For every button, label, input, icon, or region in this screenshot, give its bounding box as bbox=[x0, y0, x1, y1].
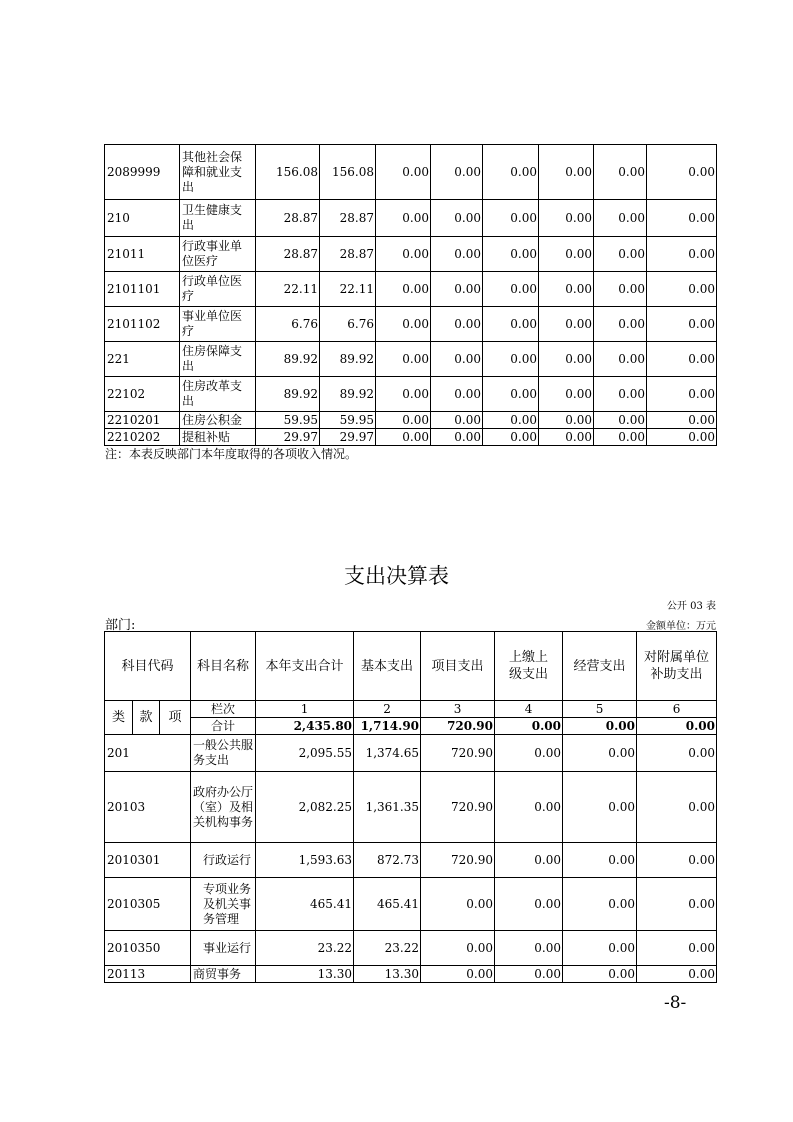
col-number: 3 bbox=[421, 701, 495, 718]
header-row bbox=[105, 632, 717, 701]
amount-cell: 59.95 bbox=[320, 412, 376, 429]
amount-cell: 720.90 bbox=[421, 772, 495, 843]
amount-cell: 1,593.63 bbox=[256, 843, 354, 878]
amount-cell: 0.00 bbox=[376, 377, 431, 412]
department-label: 部门: bbox=[105, 618, 136, 633]
amount-cell: 0.00 bbox=[483, 200, 539, 237]
amount-cell: 0.00 bbox=[431, 200, 483, 237]
amount-cell: 6.76 bbox=[256, 307, 320, 342]
subject-code: 201 bbox=[105, 735, 191, 772]
subject-code: 21011 bbox=[105, 237, 180, 272]
header-name: 科目名称 bbox=[191, 632, 256, 701]
amount-cell: 0.00 bbox=[647, 377, 717, 412]
amount-cell: 0.00 bbox=[483, 412, 539, 429]
amount-cell: 0.00 bbox=[563, 735, 637, 772]
subject-name: 行政运行 bbox=[191, 843, 256, 878]
amount-cell: 0.00 bbox=[483, 377, 539, 412]
subject-code: 2210201 bbox=[105, 412, 180, 429]
header-xiang: 项 bbox=[160, 701, 191, 735]
col-number: 4 bbox=[495, 701, 563, 718]
amount-cell: 0.00 bbox=[594, 377, 647, 412]
subject-code: 2010301 bbox=[105, 843, 191, 878]
column-number-row bbox=[105, 701, 717, 718]
amount-cell: 23.22 bbox=[354, 931, 421, 966]
amount-cell: 0.00 bbox=[637, 843, 717, 878]
amount-cell: 1,361.35 bbox=[354, 772, 421, 843]
amount-cell: 0.00 bbox=[539, 342, 594, 377]
subject-name: 提租补贴 bbox=[180, 429, 256, 446]
table-row bbox=[105, 342, 717, 377]
amount-cell: 0.00 bbox=[637, 878, 717, 931]
amount-cell: 0.00 bbox=[594, 237, 647, 272]
amount-cell: 0.00 bbox=[637, 931, 717, 966]
amount-cell: 0.00 bbox=[431, 145, 483, 200]
header-total: 本年支出合计 bbox=[256, 632, 354, 701]
table-number: 公开 03 表 bbox=[666, 601, 716, 612]
subject-code: 2101102 bbox=[105, 307, 180, 342]
amount-cell: 872.73 bbox=[354, 843, 421, 878]
header-code: 科目代码 bbox=[105, 632, 191, 701]
amount-cell: 0.00 bbox=[647, 237, 717, 272]
amount-cell: 0.00 bbox=[539, 237, 594, 272]
amount-cell: 0.00 bbox=[594, 412, 647, 429]
amount-cell: 28.87 bbox=[256, 200, 320, 237]
total-value: 0.00 bbox=[563, 718, 637, 735]
amount-cell: 0.00 bbox=[376, 342, 431, 377]
subject-name: 事业运行 bbox=[191, 931, 256, 966]
subject-name: 行政事业单位医疗 bbox=[180, 237, 256, 272]
amount-cell: 0.00 bbox=[431, 342, 483, 377]
header-kuan: 款 bbox=[133, 701, 160, 735]
amount-cell: 0.00 bbox=[483, 342, 539, 377]
amount-cell: 0.00 bbox=[647, 145, 717, 200]
subject-name: 行政单位医疗 bbox=[180, 272, 256, 307]
table-row bbox=[105, 878, 717, 931]
table-row bbox=[105, 307, 717, 342]
total-value: 1,714.90 bbox=[354, 718, 421, 735]
header-subsidiary: 对附属单位补助支出 bbox=[637, 632, 717, 701]
amount-cell: 0.00 bbox=[495, 735, 563, 772]
header-lanci: 栏次 bbox=[191, 701, 256, 718]
subject-name: 住房公积金 bbox=[180, 412, 256, 429]
amount-cell: 0.00 bbox=[376, 145, 431, 200]
amount-cell: 0.00 bbox=[495, 931, 563, 966]
page-number: -8- bbox=[664, 993, 687, 1013]
amount-cell: 0.00 bbox=[431, 429, 483, 446]
amount-cell: 23.22 bbox=[256, 931, 354, 966]
subject-name: 住房保障支出 bbox=[180, 342, 256, 377]
amount-cell: 0.00 bbox=[431, 377, 483, 412]
amount-cell: 28.87 bbox=[256, 237, 320, 272]
amount-cell: 89.92 bbox=[256, 342, 320, 377]
amount-cell: 0.00 bbox=[539, 307, 594, 342]
header-basic: 基本支出 bbox=[354, 632, 421, 701]
amount-cell: 13.30 bbox=[354, 966, 421, 983]
amount-cell: 0.00 bbox=[431, 412, 483, 429]
amount-cell: 0.00 bbox=[647, 272, 717, 307]
table-row bbox=[105, 843, 717, 878]
amount-cell: 0.00 bbox=[594, 429, 647, 446]
amount-cell: 0.00 bbox=[647, 200, 717, 237]
amount-cell: 6.76 bbox=[320, 307, 376, 342]
amount-cell: 0.00 bbox=[483, 429, 539, 446]
table-row bbox=[105, 237, 717, 272]
amount-cell: 0.00 bbox=[483, 307, 539, 342]
amount-cell: 89.92 bbox=[320, 342, 376, 377]
header-upper: 上缴上级支出 bbox=[495, 632, 563, 701]
table-row bbox=[105, 412, 717, 429]
amount-cell: 29.97 bbox=[256, 429, 320, 446]
amount-cell: 0.00 bbox=[483, 237, 539, 272]
amount-cell: 0.00 bbox=[539, 200, 594, 237]
amount-cell: 22.11 bbox=[256, 272, 320, 307]
amount-cell: 59.95 bbox=[256, 412, 320, 429]
subject-code: 2010350 bbox=[105, 931, 191, 966]
subject-code: 20113 bbox=[105, 966, 191, 983]
amount-cell: 0.00 bbox=[431, 237, 483, 272]
subject-name: 一般公共服务支出 bbox=[191, 735, 256, 772]
amount-cell: 0.00 bbox=[539, 272, 594, 307]
subject-code: 2101101 bbox=[105, 272, 180, 307]
header-business: 经营支出 bbox=[563, 632, 637, 701]
amount-cell: 2,082.25 bbox=[256, 772, 354, 843]
amount-cell: 0.00 bbox=[647, 429, 717, 446]
subject-code: 22102 bbox=[105, 377, 180, 412]
amount-cell: 156.08 bbox=[256, 145, 320, 200]
col-number: 1 bbox=[256, 701, 354, 718]
amount-cell: 0.00 bbox=[539, 145, 594, 200]
table-row bbox=[105, 145, 717, 200]
amount-cell: 0.00 bbox=[563, 843, 637, 878]
subject-name: 专项业务及机关事务管理 bbox=[191, 878, 256, 931]
total-label: 合计 bbox=[191, 718, 256, 735]
amount-cell: 0.00 bbox=[539, 429, 594, 446]
col-number: 6 bbox=[637, 701, 717, 718]
income-table-continued bbox=[104, 144, 717, 446]
header-lei: 类 bbox=[105, 701, 133, 735]
total-row bbox=[105, 718, 717, 735]
amount-cell: 0.00 bbox=[495, 843, 563, 878]
amount-cell: 465.41 bbox=[354, 878, 421, 931]
amount-cell: 0.00 bbox=[376, 412, 431, 429]
amount-cell: 0.00 bbox=[495, 878, 563, 931]
subject-name: 住房改革支出 bbox=[180, 377, 256, 412]
amount-cell: 28.87 bbox=[320, 200, 376, 237]
amount-cell: 0.00 bbox=[647, 342, 717, 377]
amount-cell: 0.00 bbox=[647, 412, 717, 429]
table-note: 注：本表反映部门本年度取得的各项收入情况。 bbox=[105, 447, 358, 461]
amount-cell: 0.00 bbox=[594, 272, 647, 307]
amount-cell: 0.00 bbox=[376, 237, 431, 272]
total-value: 0.00 bbox=[495, 718, 563, 735]
subject-code: 2089999 bbox=[105, 145, 180, 200]
amount-cell: 0.00 bbox=[376, 429, 431, 446]
page-title: 支出决算表 bbox=[344, 564, 449, 588]
amount-cell: 0.00 bbox=[563, 931, 637, 966]
subject-code: 20103 bbox=[105, 772, 191, 843]
expenditure-table bbox=[104, 631, 717, 983]
subject-code: 221 bbox=[105, 342, 180, 377]
table-row bbox=[105, 931, 717, 966]
table-row bbox=[105, 429, 717, 446]
amount-cell: 22.11 bbox=[320, 272, 376, 307]
subject-code: 2010305 bbox=[105, 878, 191, 931]
amount-cell: 0.00 bbox=[563, 772, 637, 843]
amount-cell: 0.00 bbox=[495, 966, 563, 983]
total-value: 720.90 bbox=[421, 718, 495, 735]
amount-cell: 0.00 bbox=[539, 377, 594, 412]
table-row bbox=[105, 735, 717, 772]
amount-cell: 0.00 bbox=[421, 931, 495, 966]
amount-cell: 0.00 bbox=[483, 145, 539, 200]
amount-cell: 0.00 bbox=[647, 307, 717, 342]
amount-cell: 0.00 bbox=[637, 772, 717, 843]
subject-name: 商贸事务 bbox=[191, 966, 256, 983]
table-row bbox=[105, 966, 717, 983]
amount-cell: 29.97 bbox=[320, 429, 376, 446]
amount-cell: 89.92 bbox=[256, 377, 320, 412]
table-row bbox=[105, 200, 717, 237]
amount-cell: 0.00 bbox=[637, 735, 717, 772]
total-value: 2,435.80 bbox=[256, 718, 354, 735]
table-row bbox=[105, 272, 717, 307]
col-number: 2 bbox=[354, 701, 421, 718]
amount-cell: 0.00 bbox=[563, 878, 637, 931]
amount-cell: 0.00 bbox=[483, 272, 539, 307]
table-row bbox=[105, 377, 717, 412]
amount-cell: 465.41 bbox=[256, 878, 354, 931]
amount-cell: 28.87 bbox=[320, 237, 376, 272]
amount-cell: 0.00 bbox=[594, 342, 647, 377]
amount-cell: 720.90 bbox=[421, 843, 495, 878]
amount-cell: 0.00 bbox=[376, 307, 431, 342]
amount-cell: 720.90 bbox=[421, 735, 495, 772]
amount-cell: 156.08 bbox=[320, 145, 376, 200]
subject-name: 卫生健康支出 bbox=[180, 200, 256, 237]
header-project: 项目支出 bbox=[421, 632, 495, 701]
total-value: 0.00 bbox=[637, 718, 717, 735]
amount-cell: 0.00 bbox=[563, 966, 637, 983]
col-number: 5 bbox=[563, 701, 637, 718]
subject-name: 其他社会保障和就业支出 bbox=[180, 145, 256, 200]
amount-cell: 0.00 bbox=[594, 307, 647, 342]
subject-name: 政府办公厅（室）及相关机构事务 bbox=[191, 772, 256, 843]
amount-cell: 0.00 bbox=[376, 272, 431, 307]
amount-cell: 0.00 bbox=[421, 878, 495, 931]
amount-cell: 0.00 bbox=[539, 412, 594, 429]
unit-label: 金额单位：万元 bbox=[646, 621, 716, 632]
amount-cell: 0.00 bbox=[594, 200, 647, 237]
table-row bbox=[105, 772, 717, 843]
subject-code: 2210202 bbox=[105, 429, 180, 446]
amount-cell: 89.92 bbox=[320, 377, 376, 412]
amount-cell: 0.00 bbox=[594, 145, 647, 200]
amount-cell: 0.00 bbox=[421, 966, 495, 983]
amount-cell: 2,095.55 bbox=[256, 735, 354, 772]
amount-cell: 0.00 bbox=[495, 772, 563, 843]
subject-code: 210 bbox=[105, 200, 180, 237]
amount-cell: 0.00 bbox=[637, 966, 717, 983]
amount-cell: 1,374.65 bbox=[354, 735, 421, 772]
amount-cell: 13.30 bbox=[256, 966, 354, 983]
subject-name: 事业单位医疗 bbox=[180, 307, 256, 342]
amount-cell: 0.00 bbox=[431, 307, 483, 342]
amount-cell: 0.00 bbox=[376, 200, 431, 237]
amount-cell: 0.00 bbox=[431, 272, 483, 307]
